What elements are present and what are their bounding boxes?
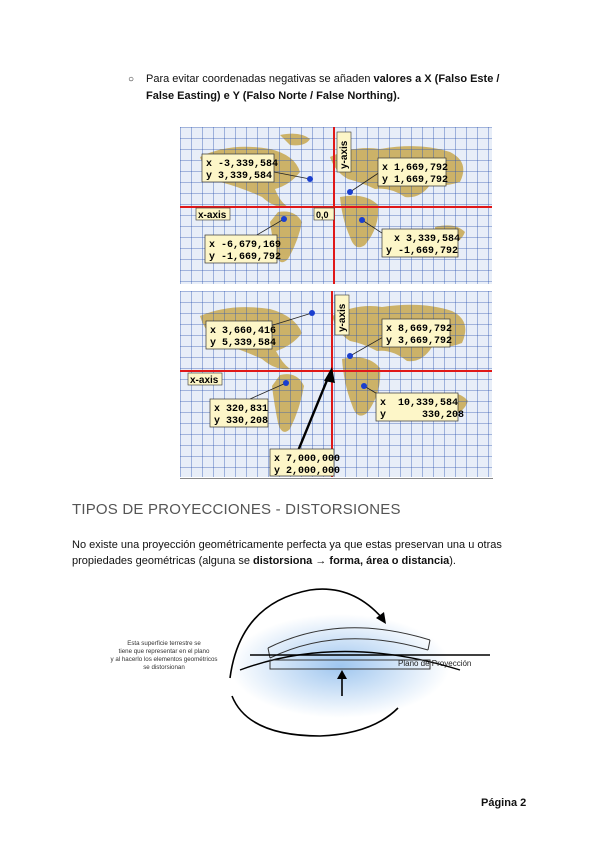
svg-text:x -3,339,584: x -3,339,584 bbox=[206, 159, 279, 170]
map-figure-1 bbox=[180, 127, 492, 284]
paragraph-text-end: ). bbox=[449, 555, 456, 567]
map-2-box-sw bbox=[210, 399, 268, 427]
map-1-origin-label bbox=[314, 208, 334, 220]
map-2-box-nw bbox=[206, 321, 276, 349]
svg-text:y 1,669,792: y 1,669,792 bbox=[382, 175, 449, 186]
map-2-box-origin bbox=[270, 449, 340, 477]
svg-text:x-axis: x-axis bbox=[190, 375, 219, 386]
svg-text:y 3,339,584: y 3,339,584 bbox=[206, 171, 273, 182]
map-2-svg bbox=[180, 291, 492, 477]
paragraph-text-regular: No existe una proyección geométricamente perfecta ya que estas preservan una u otras propiedades geométricas (alguna se bbox=[72, 539, 502, 567]
map-1-svg bbox=[180, 127, 492, 284]
map-2-y-axis-label bbox=[335, 295, 349, 335]
map-figure-2 bbox=[180, 291, 492, 477]
svg-text:x 3,660,416: x 3,660,416 bbox=[210, 326, 277, 337]
svg-text:y-axis: y-axis bbox=[337, 303, 348, 332]
svg-text:x 7,000,000: x 7,000,000 bbox=[274, 454, 341, 465]
svg-text:x 3,339,584: x 3,339,584 bbox=[394, 234, 461, 245]
svg-text:y -1,669,792: y -1,669,792 bbox=[386, 246, 459, 257]
figure-divider bbox=[180, 478, 493, 479]
svg-text:x 320,831: x 320,831 bbox=[214, 404, 269, 415]
projection-diagram-svg bbox=[110, 578, 510, 738]
svg-text:y-axis: y-axis bbox=[339, 140, 350, 169]
map-1-box-nw bbox=[202, 154, 278, 182]
svg-text:x 8,669,792: x 8,669,792 bbox=[386, 324, 453, 335]
paragraph bbox=[72, 537, 532, 569]
svg-text:tiene que representar en el pl: tiene que representar en el plano bbox=[118, 648, 210, 655]
svg-text:y 2,000,000: y 2,000,000 bbox=[274, 466, 341, 477]
paragraph-text-bold: distorsiona → forma, área o distancia bbox=[253, 555, 450, 567]
bullet-symbol: ○ bbox=[128, 74, 135, 85]
svg-text:y 330,208: y 330,208 bbox=[380, 410, 465, 421]
plane-label: Plano de Proyección bbox=[398, 659, 472, 668]
page-number: Página 2 bbox=[481, 797, 527, 809]
projection-diagram bbox=[110, 578, 510, 738]
svg-text:y al hacerlo los elementos geo: y al hacerlo los elementos geométricos bbox=[110, 656, 218, 663]
bullet-item bbox=[118, 71, 528, 105]
bullet-text-bold: valores a X (Falso Este / False Easting) e Y (Falso Norte / False Northing). bbox=[146, 73, 500, 102]
section-title: TIPOS DE PROYECCIONES - DISTORSIONES bbox=[72, 501, 401, 518]
svg-text:se distorsionan: se distorsionan bbox=[143, 664, 185, 671]
svg-text:y 5,339,584: y 5,339,584 bbox=[210, 338, 277, 349]
map-1-box-ne bbox=[378, 158, 448, 186]
map-1-y-axis-label bbox=[337, 132, 351, 172]
map-1-box-se bbox=[382, 229, 460, 257]
bullet-text-regular: Para evitar coordenadas negativas se añaden bbox=[146, 73, 374, 85]
svg-text:x 10,339,584: x 10,339,584 bbox=[380, 398, 459, 409]
map-2-box-se bbox=[376, 393, 464, 421]
svg-text:y 3,669,792: y 3,669,792 bbox=[386, 336, 453, 347]
svg-text:y -1,669,792: y -1,669,792 bbox=[209, 252, 282, 263]
map-2-x-axis-label bbox=[188, 373, 222, 386]
bullet-text bbox=[146, 71, 528, 105]
svg-text:0,0: 0,0 bbox=[316, 210, 329, 220]
svg-text:x-axis: x-axis bbox=[198, 210, 227, 221]
diagram-note bbox=[111, 640, 218, 671]
map-1-x-axis-label bbox=[196, 208, 230, 221]
svg-text:x -6,679,169: x -6,679,169 bbox=[209, 240, 282, 251]
map-2-box-ne bbox=[382, 319, 452, 347]
svg-text:y 330,208: y 330,208 bbox=[214, 416, 269, 427]
svg-text:Esta superficie terrestre se: Esta superficie terrestre se bbox=[127, 640, 201, 647]
svg-text:x 1,669,792: x 1,669,792 bbox=[382, 163, 449, 174]
map-1-box-sw bbox=[205, 235, 281, 263]
